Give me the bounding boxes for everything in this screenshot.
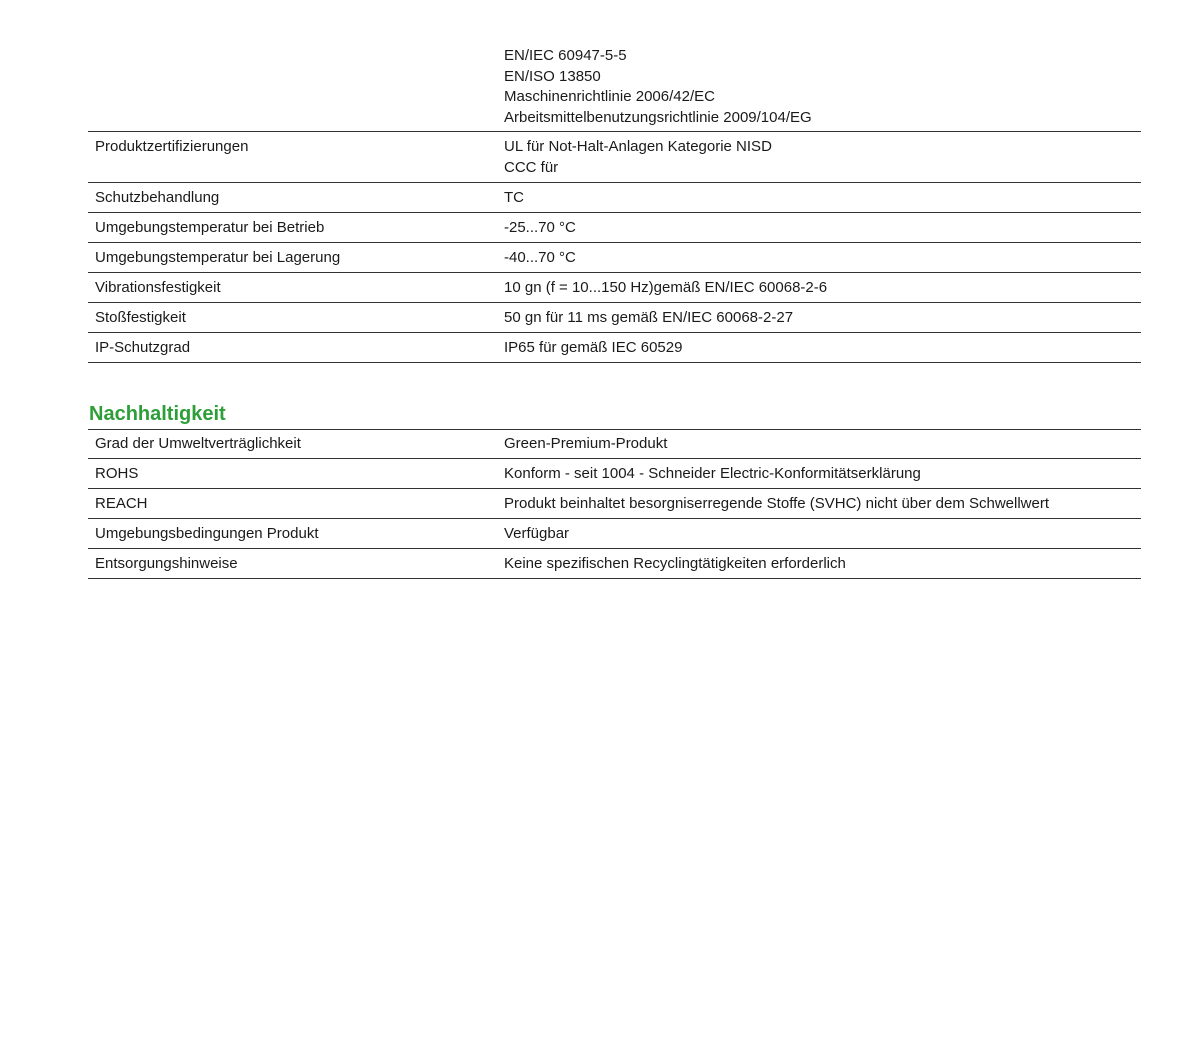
table-row xyxy=(88,243,1141,273)
table-row xyxy=(88,519,1141,549)
row-value: Keine spezifischen Recyclingtätigkeiten erforderlich xyxy=(504,555,846,572)
table-row xyxy=(88,46,1141,132)
table-row xyxy=(88,489,1141,519)
row-label: Grad der Umweltverträglichkeit xyxy=(95,435,301,452)
row-value: Green-Premium-Produkt xyxy=(504,435,668,452)
value-line: Arbeitsmittelbenutzungsrichtlinie 2009/104/EG xyxy=(504,108,812,126)
table-row xyxy=(88,549,1141,579)
row-value: TC xyxy=(504,189,524,206)
sustainability-table xyxy=(88,429,1141,579)
row-value: Verfügbar xyxy=(504,525,570,542)
table-row xyxy=(88,430,1141,459)
row-value: -40...70 °C xyxy=(504,249,576,266)
specs-table xyxy=(88,46,1141,363)
row-value: 50 gn für 11 ms gemäß EN/IEC 60068-2-27 xyxy=(504,309,794,326)
table-row xyxy=(88,459,1141,489)
row-label: Umgebungsbedingungen Produkt xyxy=(95,525,319,542)
value-line: EN/IEC 60947-5-5 xyxy=(504,47,627,64)
row-label: ROHS xyxy=(95,465,139,482)
row-label: Umgebungstemperatur bei Betrieb xyxy=(95,219,325,236)
row-label: Vibrationsfestigkeit xyxy=(95,279,221,296)
table-row xyxy=(88,303,1141,333)
table-row xyxy=(88,132,1141,183)
table-row xyxy=(88,273,1141,303)
row-value: Konform - seit 1004 - Schneider Electric-Konformitätserklärung xyxy=(504,465,921,482)
row-label: Entsorgungshinweise xyxy=(95,555,238,572)
row-value: IP65 für gemäß IEC 60529 xyxy=(504,339,683,356)
row-value: -25...70 °C xyxy=(504,219,576,236)
row-label: REACH xyxy=(95,495,148,512)
row-label: Schutzbehandlung xyxy=(95,189,220,206)
value-line: UL für Not-Halt-Anlagen Kategorie NISD xyxy=(504,138,772,155)
row-value xyxy=(504,46,1141,128)
table-row xyxy=(88,333,1141,363)
row-label: IP-Schutzgrad xyxy=(95,339,191,356)
row-value: Produkt beinhaltet besorgniserregende Stoffe (SVHC) nicht über dem Schwellwert xyxy=(504,495,1050,512)
row-value xyxy=(504,137,1141,178)
row-label: Umgebungstemperatur bei Lagerung xyxy=(95,249,341,266)
value-line: CCC für xyxy=(504,158,559,176)
row-label: Stoßfestigkeit xyxy=(95,309,186,326)
value-line: EN/ISO 13850 xyxy=(504,67,601,85)
row-value: 10 gn (f = 10...150 Hz)gemäß EN/IEC 60068-2-6 xyxy=(504,279,828,296)
value-line: Maschinenrichtlinie 2006/42/EC xyxy=(504,88,715,105)
table-row xyxy=(88,213,1141,243)
table-row xyxy=(88,183,1141,213)
row-label: Produktzertifizierungen xyxy=(95,138,249,155)
row-label xyxy=(88,46,504,128)
section-title: Nachhaltigkeit xyxy=(89,403,226,425)
